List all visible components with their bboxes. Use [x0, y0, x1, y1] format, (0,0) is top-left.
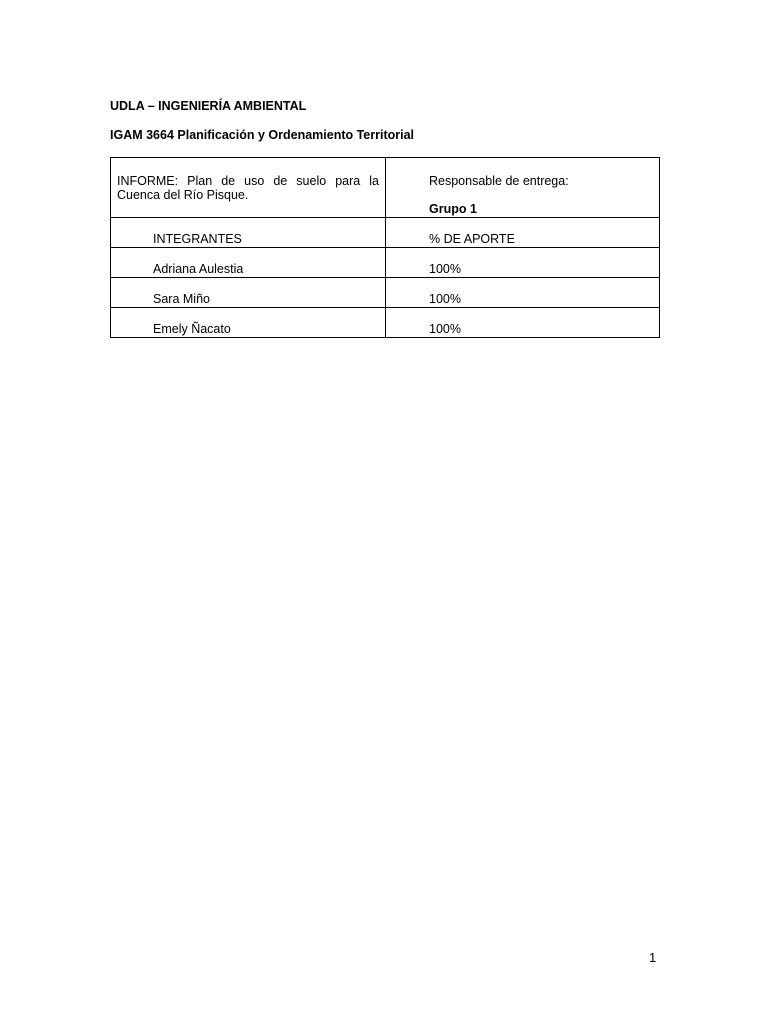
table-cell: [386, 248, 660, 278]
page-number: 1: [649, 950, 657, 965]
member-name: Sara Miño: [153, 292, 210, 306]
member-name: Adriana Aulestia: [153, 262, 244, 276]
table-cell: [386, 278, 660, 308]
document-title: UDLA – INGENIERÍA AMBIENTAL: [110, 99, 307, 113]
member-name: Emely Ñacato: [153, 322, 231, 336]
table-cell: [111, 218, 386, 248]
table-row: [111, 248, 660, 278]
table-cell: [111, 248, 386, 278]
member-contribution: 100%: [429, 262, 461, 276]
report-cell: [111, 158, 386, 218]
responsible-label: Responsable de entrega:: [429, 174, 569, 188]
table-cell: [111, 278, 386, 308]
column-header-members: INTEGRANTES: [153, 232, 242, 246]
member-contribution: 100%: [429, 292, 461, 306]
table-header-row: [111, 158, 660, 218]
responsible-cell: [386, 158, 660, 218]
table-cell: [111, 308, 386, 338]
table-cell: [386, 308, 660, 338]
report-title: INFORME: Plan de uso de suelo para la Cuenca del Río Pisque.: [117, 174, 379, 202]
table-row: [111, 278, 660, 308]
column-header-contribution: % DE APORTE: [429, 232, 515, 246]
table-row: [111, 308, 660, 338]
column-header-row: [111, 218, 660, 248]
table-cell: [386, 218, 660, 248]
report-info-table: [110, 157, 660, 338]
member-contribution: 100%: [429, 322, 461, 336]
group-name: Grupo 1: [429, 202, 477, 216]
course-title: IGAM 3664 Planificación y Ordenamiento Territorial: [110, 128, 415, 142]
